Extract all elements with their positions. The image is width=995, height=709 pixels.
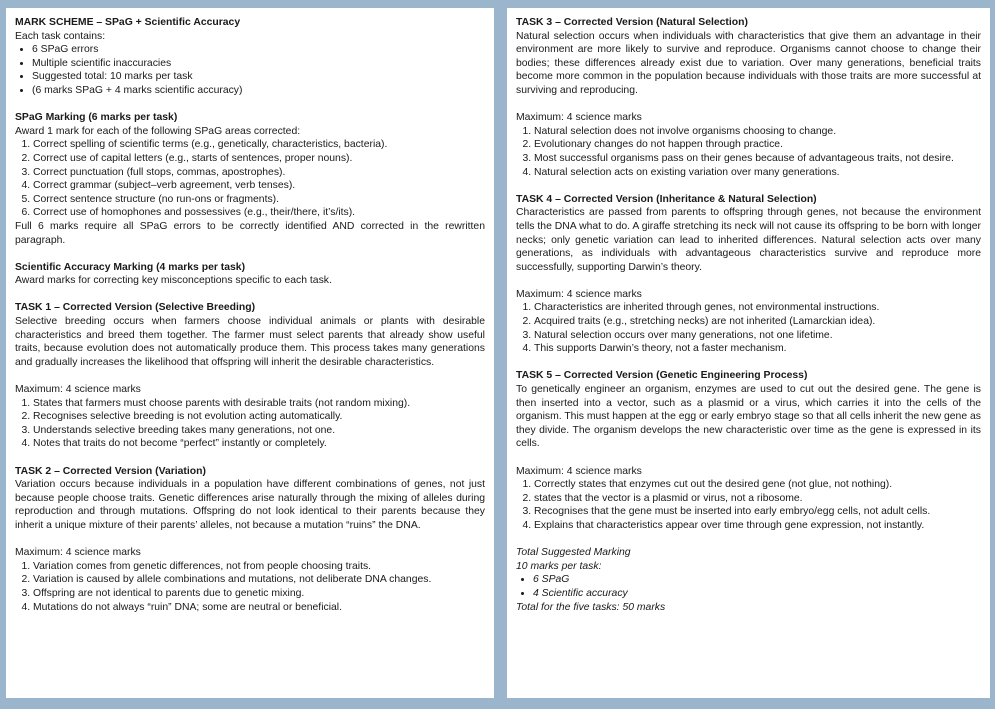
- left-page: [6, 8, 494, 698]
- scientific-accuracy-intro: Award marks for correcting key misconceptions specific to each task.: [15, 275, 332, 287]
- list-item: 4. This supports Darwin’s theory, not a faster mechanism.: [534, 342, 981, 356]
- list-item: 1. Variation comes from genetic differences, not from people choosing traits.: [33, 560, 485, 574]
- spag-note: Full 6 marks require all SPaG errors to be correctly identified AND corrected in the rewritten paragraph.: [15, 220, 485, 246]
- right-page: [507, 8, 990, 698]
- task3-paragraph: Natural selection occurs when individuals with characteristics that give them an advantage in their environment are more likely to survive and reproduce. Organisms cannot choose to change their bodies; these differences already exist due to variation. Over many generations, beneficial traits become more common in the population because individuals with those traits are more successful at surviving and reproducing.: [516, 30, 981, 96]
- task5-paragraph: To genetically engineer an organism, enzymes are used to cut out the desired gene. The gene is then inserted into a vector, such as a plasmid or a virus, which carries it into the cells of the organism. This must happen at the egg or early embryo stage so that all cells inherit the new gene as they divide. The organism develops the new characteristic over time as the gene is expressed in its cells.: [516, 384, 981, 450]
- task5-maximum: Maximum: 4 science marks: [516, 465, 642, 477]
- list-item: 2. Evolutionary changes do not happen through practice.: [534, 138, 981, 152]
- list-item: 6. Correct use of homophones and possessives (e.g., their/there, it’s/its).: [33, 206, 485, 220]
- list-item: 5. Correct sentence structure (no run-ons or fragments).: [33, 193, 485, 207]
- list-item: 4. Natural selection acts on existing variation over many generations.: [534, 166, 981, 180]
- spag-criteria-list: [15, 138, 485, 220]
- list-item: 4. Mutations do not always “ruin” DNA; some are neutral or beneficial.: [33, 601, 485, 615]
- scheme-bullet-list: [15, 43, 485, 97]
- list-item: 2. Variation is caused by allele combinations and mutations, not deliberate DNA changes.: [33, 573, 485, 587]
- list-item: • 4 Scientific accuracy: [533, 587, 981, 601]
- task4-paragraph: Characteristics are passed from parents to offspring through genes, not because the environment tells the DNA what to do. A giraffe stretching its neck will not cause its offspring to be born with longer necks; only genetic variation can lead to inherited differences. Natural selection acts over many generations, as individuals with advantageous characteristics survive and reproduce more successfully, supporting Darwin’s theory.: [516, 207, 981, 273]
- list-item: 2. Acquired traits (e.g., stretching necks) are not inherited (Lamarckian idea).: [534, 315, 981, 329]
- list-item: 1. Correct spelling of scientific terms (e.g., genetically, characteristics, bacteria).: [33, 138, 485, 152]
- task2-maximum: Maximum: 4 science marks: [15, 547, 141, 559]
- marks-per-task: 10 marks per task:: [516, 560, 602, 572]
- list-item: 2. states that the vector is a plasmid or virus, not a ribosome.: [534, 492, 981, 506]
- list-item: • Suggested total: 10 marks per task: [32, 70, 485, 84]
- list-item: 3. Understands selective breeding takes many generations, not one.: [33, 424, 485, 438]
- task2-heading: TASK 2 – Corrected Version (Variation): [15, 465, 206, 477]
- list-item: 3. Correct punctuation (full stops, commas, apostrophes).: [33, 166, 485, 180]
- task3-heading: TASK 3 – Corrected Version (Natural Selection): [516, 17, 748, 28]
- task4-maximum: Maximum: 4 science marks: [516, 288, 642, 300]
- list-item: 3. Offspring are not identical to parents due to genetic mixing.: [33, 587, 485, 601]
- list-item: 1. Characteristics are inherited through genes, not environmental instructions.: [534, 301, 981, 315]
- total-marks: Total for the five tasks: 50 marks: [516, 601, 666, 613]
- scientific-accuracy-heading: Scientific Accuracy Marking (4 marks per task): [15, 261, 246, 273]
- task3-criteria-list: [516, 125, 981, 179]
- task5-heading: TASK 5 – Corrected Version (Genetic Engineering Process): [516, 370, 808, 382]
- task4-heading: TASK 4 – Corrected Version (Inheritance & Natural Selection): [516, 193, 817, 205]
- task5-criteria-list: [516, 478, 981, 532]
- list-item: 4. Notes that traits do not become “perfect” instantly or completely.: [33, 437, 485, 451]
- total-marking-heading: Total Suggested Marking: [516, 547, 631, 559]
- list-item: 2. Recognises selective breeding is not evolution acting automatically.: [33, 410, 485, 424]
- task4-criteria-list: [516, 301, 981, 355]
- task1-heading: TASK 1 – Corrected Version (Selective Breeding): [15, 302, 256, 314]
- list-item: • Multiple scientific inaccuracies: [32, 57, 485, 71]
- task2-paragraph: Variation occurs because individuals in a population have different combinations of genes, not just because people choose traits. Genetic differences arise naturally through the mixing of alleles during reproduction and through mutations. Offspring do not look identical to their parents because they inherit a unique mixture of their parents’ alleles, not because a mutation “ruins” the DNA.: [15, 479, 485, 531]
- list-item: 2. Correct use of capital letters (e.g., starts of sentences, proper nouns).: [33, 152, 485, 166]
- task1-criteria-list: [15, 397, 485, 451]
- total-marking-list: [516, 573, 981, 600]
- task2-criteria-list: [15, 560, 485, 614]
- list-item: 1. Correctly states that enzymes cut out the desired gene (not glue, not nothing).: [534, 478, 981, 492]
- mark-scheme-title: MARK SCHEME – SPaG + Scientific Accuracy: [15, 17, 241, 28]
- spag-marking-heading: SPaG Marking (6 marks per task): [15, 112, 178, 124]
- scheme-intro: Each task contains:: [15, 30, 106, 42]
- list-item: 1. Natural selection does not involve organisms choosing to change.: [534, 125, 981, 139]
- list-item: • (6 marks SPaG + 4 marks scientific accuracy): [32, 84, 485, 98]
- list-item: 3. Recognises that the gene must be inserted into early embryo/egg cells, not adult cells.: [534, 505, 981, 519]
- list-item: 4. Explains that characteristics appear over time through gene expression, not instantly.: [534, 519, 981, 533]
- list-item: • 6 SPaG: [533, 573, 981, 587]
- list-item: 1. States that farmers must choose parents with desirable traits (not random mixing).: [33, 397, 485, 411]
- task1-paragraph: Selective breeding occurs when farmers choose individual animals or plants with desirable characteristics and breed them together. The farmer must select parents that already show useful traits, because evolution does not automatically produce them. This process takes many generations and gradually increases the likelihood that offspring will inherit the desirable characteristics.: [15, 316, 485, 368]
- list-item: 4. Correct grammar (subject–verb agreement, verb tenses).: [33, 179, 485, 193]
- task1-maximum: Maximum: 4 science marks: [15, 384, 141, 396]
- spag-intro: Award 1 mark for each of the following SPaG areas corrected:: [15, 125, 301, 137]
- task3-maximum: Maximum: 4 science marks: [516, 112, 642, 124]
- list-item: 3. Natural selection occurs over many generations, not one lifetime.: [534, 329, 981, 343]
- list-item: 3. Most successful organisms pass on their genes because of advantageous traits, not desire.: [534, 152, 981, 166]
- list-item: • 6 SPaG errors: [32, 43, 485, 57]
